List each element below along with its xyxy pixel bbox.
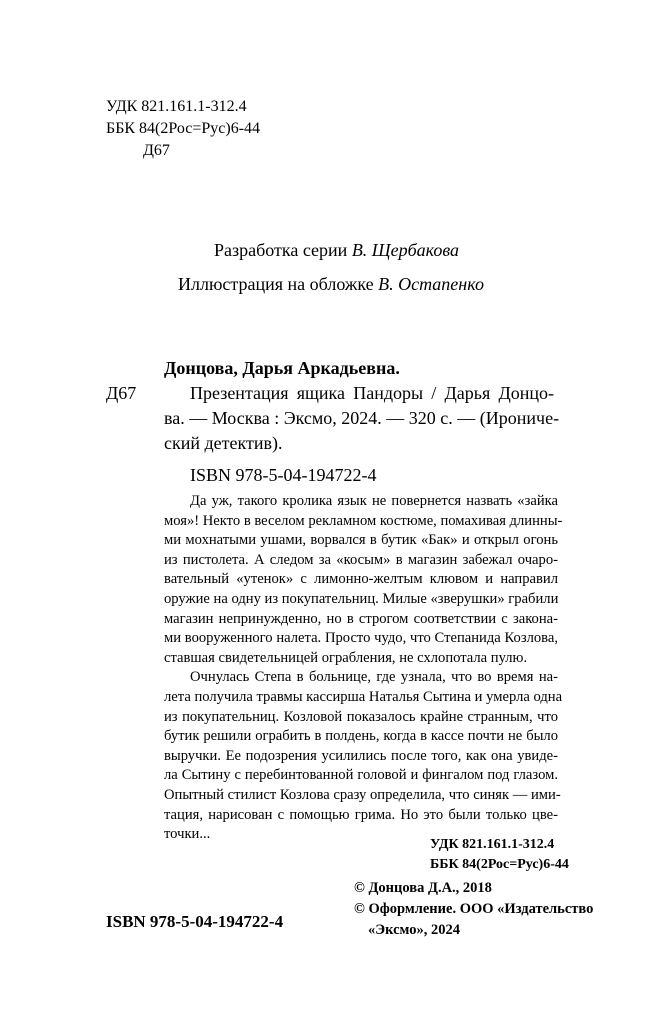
annotation-line: Опытный стилист Козлова сразу определила, что синяк — ими- xyxy=(164,787,561,803)
series-credit-prefix: Разработка серии xyxy=(214,240,348,260)
annotation-line: вательный «утенок» с лимонно-желтым клювом и направил xyxy=(164,571,558,588)
bib-sign: Д67 xyxy=(106,383,137,403)
annotation-line: точки... xyxy=(164,826,211,843)
annotation-line: тация, нарисован с помощью грима. Но это были только цве- xyxy=(164,806,558,823)
bottom-udk-code: УДК 821.161.1-312.4 xyxy=(430,837,555,852)
series-credit xyxy=(214,240,459,261)
cover-credit-prefix: Иллюстрация на обложке xyxy=(178,274,374,294)
annotation-line: магазин непринужденно, но в строгом соответствии с закона- xyxy=(164,610,558,627)
annotation-line: оружие на одну из покупательниц. Милые «зверушки» грабили xyxy=(164,591,559,607)
cover-credit-name: В. Остапенко xyxy=(378,274,484,294)
annotation-line: моя»! Некто в веселом рекламном костюме, помахивая длинны- xyxy=(164,512,563,529)
cover-credit xyxy=(178,274,484,295)
bottom-bbk-code: ББК 84(2Рос=Рус)6-44 xyxy=(430,857,569,872)
annotation-line: Очнулась Степа в больнице, где узнала, что во время на- xyxy=(190,669,558,686)
annotation-line: Да уж, такого кролика язык не повернется назвать «зайка xyxy=(190,493,558,509)
bib-line: ва. — Москва : Эксмо, 2024. — 320 с. — (Ирониче- xyxy=(164,408,560,428)
bib-author: Донцова, Дарья Аркадьевна. xyxy=(164,358,400,378)
bbk-code: ББК 84(2Рос=Рус)6-44 xyxy=(106,120,261,137)
annotation-line: ставшая свидетельницей ограбления, не схлопотала пулю. xyxy=(164,649,528,666)
bib-line: Презентация ящика Пандоры / Дарья Донцо- xyxy=(190,383,554,403)
annotation-line: ла Сытину с перебинтованной головой и фингалом под глазом. xyxy=(164,767,558,784)
annotation-line: лета получила травмы кассирша Наталья Сытина и умерла одна xyxy=(164,689,563,705)
udk-code: УДК 821.161.1-312.4 xyxy=(106,98,247,115)
bib-isbn: ISBN 978-5-04-194722-4 xyxy=(190,465,377,485)
copyright-publisher-line-2: «Эксмо», 2024 xyxy=(368,922,460,938)
footer-isbn: ISBN 978-5-04-194722-4 xyxy=(106,912,284,931)
annotation-line: ми мохнатыми ушами, ворвался в бутик «Бак» и открыл огонь xyxy=(164,532,558,549)
copyright-author: © Донцова Д.А., 2018 xyxy=(354,880,492,896)
copyright-publisher-line-1: © Оформление. ООО «Издательство xyxy=(354,901,594,917)
bib-line: ский детектив). xyxy=(164,433,283,453)
series-credit-name: В. Щербакова xyxy=(351,240,460,260)
annotation-line: ми вооруженного налета. Просто чудо, что Степанида Козлова, xyxy=(164,630,558,647)
annotation-line: из пистолета. А следом за «косым» в магазин забежал очаро- xyxy=(164,551,558,568)
annotation-line: выручки. Ее подозрения усилились после того, как она увиде- xyxy=(164,747,558,764)
author-sign: Д67 xyxy=(143,142,170,159)
annotation-line: из покупательниц. Козловой показалось крайне странным, что xyxy=(164,708,558,725)
annotation-line: бутик решили ограбить в полдень, когда в кассе почти не было xyxy=(164,728,558,745)
